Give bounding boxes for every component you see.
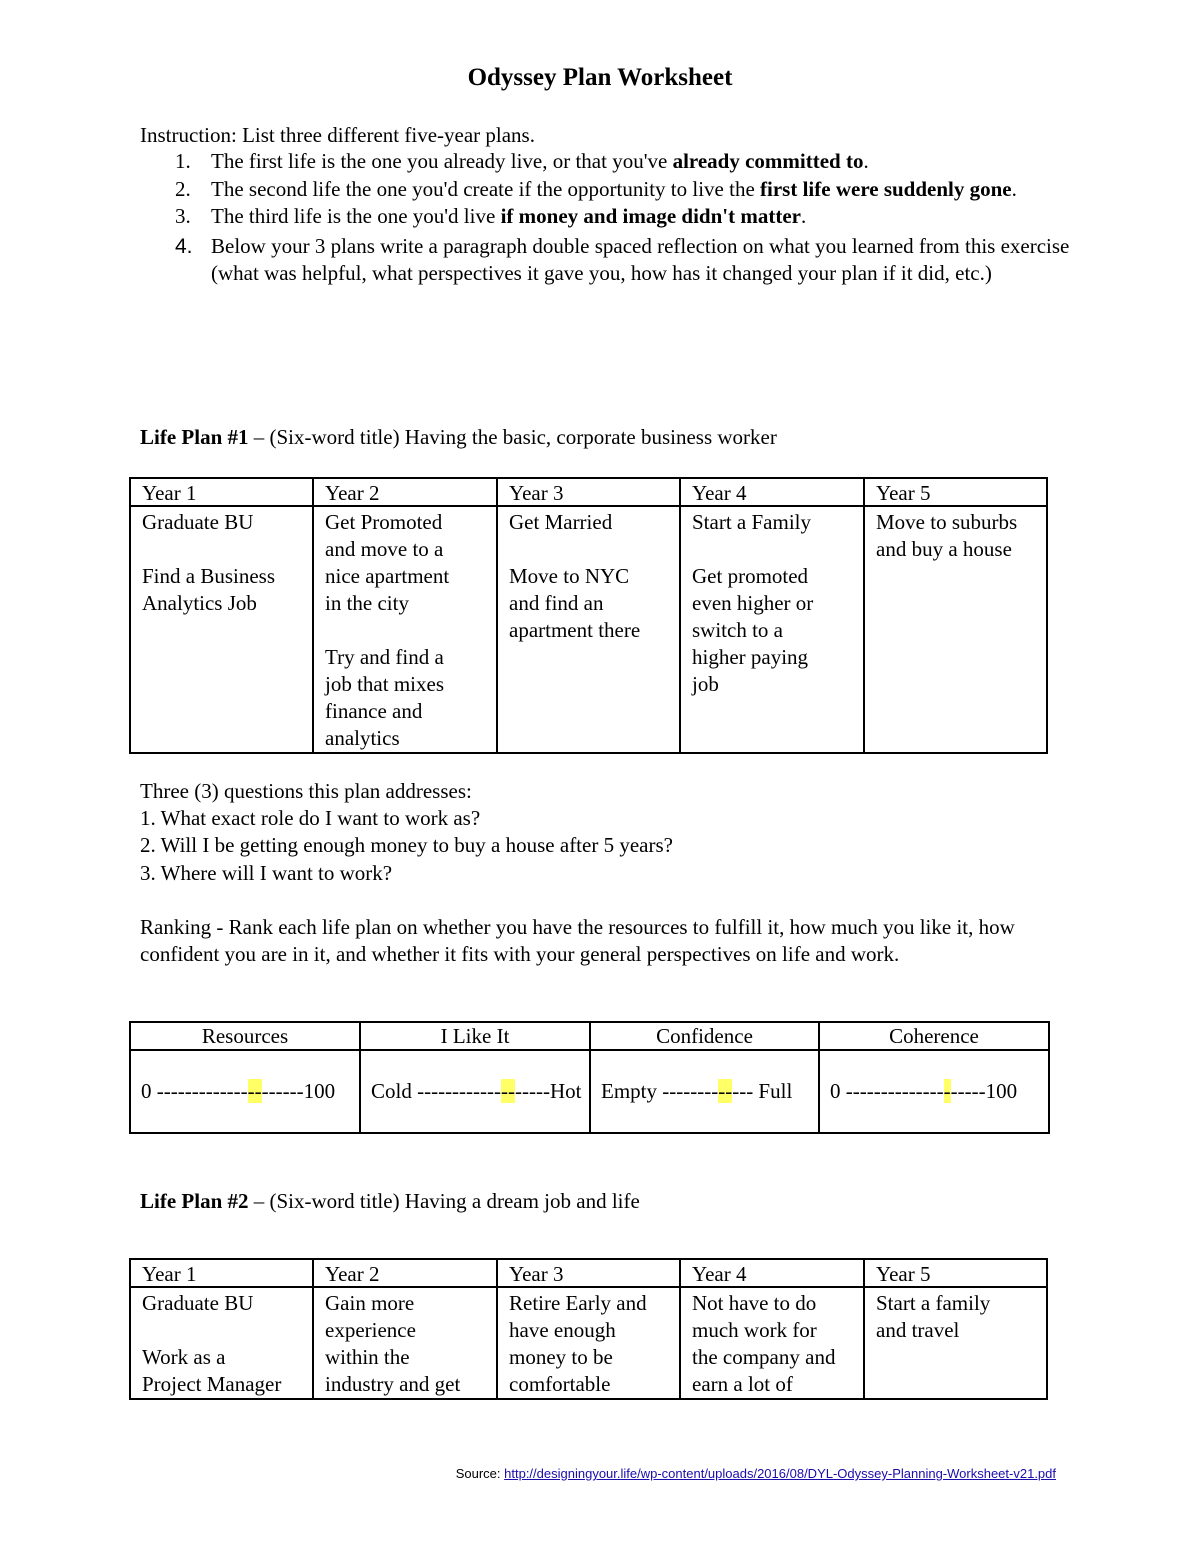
ranking-header: Resources: [130, 1022, 360, 1050]
instruction-list: [140, 148, 1070, 288]
question-item: 3. Where will I want to work?: [140, 861, 393, 885]
year-header: Year 5: [864, 478, 1047, 506]
coherence-scale: 0 --------------------100: [819, 1050, 1049, 1133]
year-header: Year 5: [864, 1259, 1047, 1287]
year-cell: Graduate BU Find a Business Analytics Job: [130, 506, 313, 753]
instruction-item: 3. The third life is the one you'd live if money and image didn't matter.: [175, 204, 807, 228]
scale-marker: --: [718, 1079, 733, 1103]
questions-intro: Three (3) questions this plan addresses:: [140, 779, 472, 803]
instruction-item: 1. The first life is the one you already live, or that you've already committed to.: [175, 149, 869, 173]
scale-marker: --: [247, 1079, 262, 1103]
year-header: Year 1: [130, 478, 313, 506]
plan1-heading: Life Plan #1 – (Six-word title) Having the basic, corporate business worker: [140, 425, 777, 449]
source-link[interactable]: http://designingyour.life/wp-content/uploads/2016/08/DYL-Odyssey-Planning-Worksheet-v21.pdf: [504, 1466, 1056, 1481]
year-cell: Get Promoted and move to a nice apartment in the city Try and find a job that mixes finance and analytics: [313, 506, 497, 753]
year-header: Year 1: [130, 1259, 313, 1287]
year-cell: Start a Family Get promoted even higher or switch to a higher paying job: [680, 506, 864, 753]
plan2-year-table: [129, 1258, 1048, 1400]
like-scale: Cold -------------------Hot: [360, 1050, 590, 1133]
confidence-scale: Empty ------------- Full: [590, 1050, 819, 1133]
question-item: 2. Will I be getting enough money to buy a house after 5 years?: [140, 833, 673, 857]
year-cell: Graduate BU Work as a Project Manager: [130, 1287, 313, 1399]
question-item: 1. What exact role do I want to work as?: [140, 806, 481, 830]
year-header: Year 2: [313, 478, 497, 506]
year-header: Year 4: [680, 478, 864, 506]
resources-scale: 0 ---------------------100: [130, 1050, 360, 1133]
ranking-instructions: Ranking - Rank each life plan on whether you have the resources to fulfill it, how much you like it, how confident you are in it, and whether it fits with your general perspectives on life and work.: [140, 915, 1015, 966]
ranking-header: Confidence: [590, 1022, 819, 1050]
instruction-text: Instruction: List three different five-year plans.: [140, 123, 535, 147]
scale-marker: --: [501, 1079, 516, 1103]
scale-marker: -: [943, 1079, 951, 1103]
page-title: Odyssey Plan Worksheet: [467, 64, 733, 91]
instruction-item: 2. The second life the one you'd create if the opportunity to live the first life were suddenly gone.: [175, 176, 1017, 201]
year-cell: Move to suburbs and buy a house: [864, 506, 1047, 753]
ranking-table: [129, 1021, 1050, 1134]
ranking-header: I Like It: [360, 1022, 590, 1050]
instruction-item: 4. Below your 3 plans write a paragraph double spaced reflection on what you learned from this exercise (what was helpful, what perspectives it gave you, how has it changed your plan if it did, etc.): [175, 233, 1070, 285]
year-cell: Retire Early and have enough money to be comfortable: [497, 1287, 680, 1399]
year-header: Year 4: [680, 1259, 864, 1287]
ranking-header: Coherence: [819, 1022, 1049, 1050]
year-cell: Start a family and travel: [864, 1287, 1047, 1399]
source-footer: [0, 1466, 1056, 1481]
year-header: Year 2: [313, 1259, 497, 1287]
year-cell: Gain more experience within the industry and get: [313, 1287, 497, 1399]
year-cell: Not have to do much work for the company and earn a lot of: [680, 1287, 864, 1399]
year-cell: Get Married Move to NYC and find an apartment there: [497, 506, 680, 753]
year-header: Year 3: [497, 478, 680, 506]
plan1-year-table: [129, 477, 1048, 754]
plan2-heading: Life Plan #2 – (Six-word title) Having a dream job and life: [140, 1189, 640, 1213]
year-header: Year 3: [497, 1259, 680, 1287]
source-label: Source:: [455, 1466, 505, 1481]
